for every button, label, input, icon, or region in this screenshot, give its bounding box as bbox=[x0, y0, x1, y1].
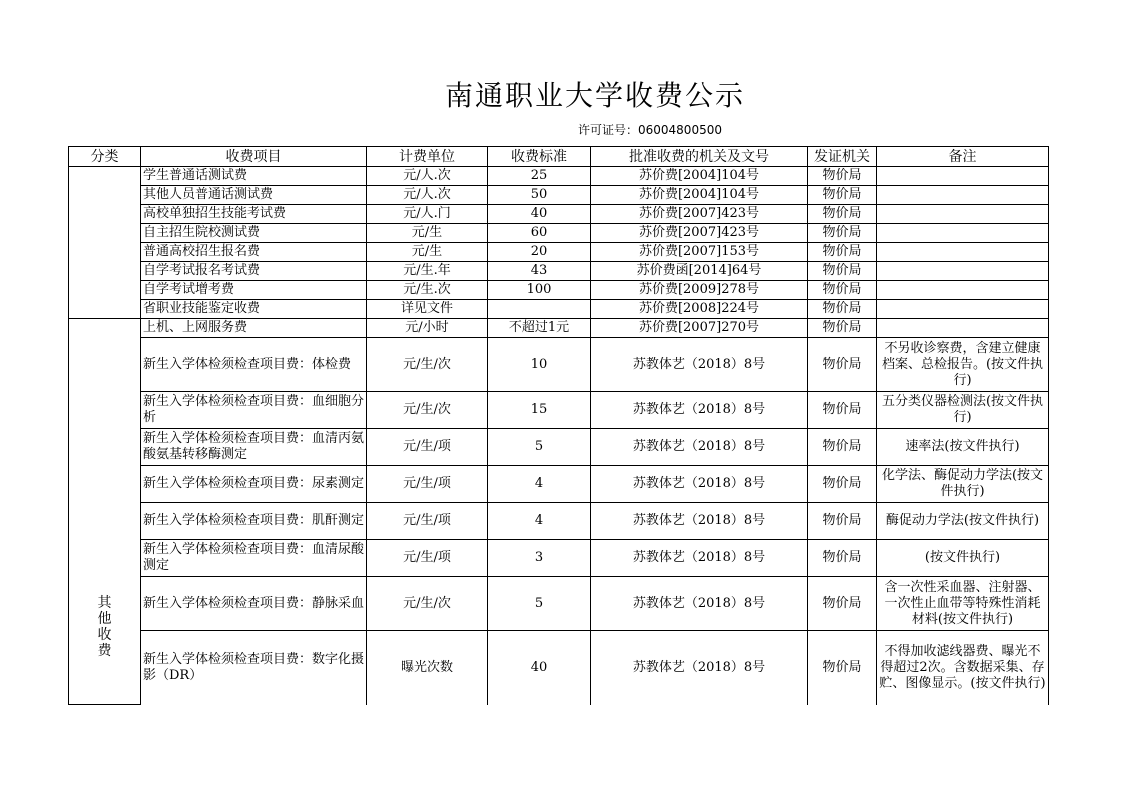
cell-approval: 苏教体艺（2018）8号 bbox=[591, 540, 808, 577]
cell-approval: 苏教体艺（2018）8号 bbox=[591, 338, 808, 392]
cell-approval: 苏价费[2004]104号 bbox=[591, 186, 808, 205]
cell-standard: 10 bbox=[488, 338, 591, 392]
cell-issuer: 物价局 bbox=[808, 224, 877, 243]
cell-issuer: 物价局 bbox=[808, 429, 877, 466]
cell-remark: 化学法、酶促动力学法(按文件执行) bbox=[877, 466, 1049, 503]
table-row bbox=[69, 300, 1049, 319]
cell-approval: 苏教体艺（2018）8号 bbox=[591, 631, 808, 705]
cell-approval: 苏价费[2007]270号 bbox=[591, 319, 808, 338]
table-row bbox=[69, 262, 1049, 281]
cell-unit: 元/生/项 bbox=[367, 540, 488, 577]
cell-approval: 苏教体艺（2018）8号 bbox=[591, 429, 808, 466]
table-row bbox=[69, 577, 1049, 631]
cell-item: 新生入学体检须检查项目费：血细胞分析 bbox=[141, 392, 367, 429]
cell-issuer: 物价局 bbox=[808, 466, 877, 503]
cell-unit: 详见文件 bbox=[367, 300, 488, 319]
fee-table bbox=[68, 146, 1049, 705]
cell-issuer: 物价局 bbox=[808, 186, 877, 205]
cell-item: 其他人员普通话测试费 bbox=[141, 186, 367, 205]
cell-remark: 速率法(按文件执行) bbox=[877, 429, 1049, 466]
cell-standard: 5 bbox=[488, 577, 591, 631]
table-row bbox=[69, 631, 1049, 705]
cell-approval: 苏价费[2004]104号 bbox=[591, 167, 808, 186]
cell-unit: 元/人.次 bbox=[367, 167, 488, 186]
cell-unit: 元/生/次 bbox=[367, 338, 488, 392]
table-row bbox=[69, 186, 1049, 205]
table-row bbox=[69, 224, 1049, 243]
cell-standard: 100 bbox=[488, 281, 591, 300]
cell-unit: 元/生.次 bbox=[367, 281, 488, 300]
cell-approval: 苏价费[2007]423号 bbox=[591, 224, 808, 243]
permit-number: 许可证号：06004800500 bbox=[578, 123, 722, 137]
table-row bbox=[69, 503, 1049, 540]
cell-issuer: 物价局 bbox=[808, 503, 877, 540]
cell-unit: 元/生.年 bbox=[367, 262, 488, 281]
cell-standard: 5 bbox=[488, 429, 591, 466]
cell-approval: 苏教体艺（2018）8号 bbox=[591, 577, 808, 631]
cell-standard: 15 bbox=[488, 392, 591, 429]
header-category: 分类 bbox=[69, 147, 141, 167]
cell-issuer: 物价局 bbox=[808, 338, 877, 392]
cell-issuer: 物价局 bbox=[808, 540, 877, 577]
header-issuer: 发证机关 bbox=[808, 147, 877, 167]
cell-unit: 元/生 bbox=[367, 224, 488, 243]
table-row bbox=[69, 167, 1049, 186]
table-row bbox=[69, 540, 1049, 577]
cell-item: 自学考试报名考试费 bbox=[141, 262, 367, 281]
cell-issuer: 物价局 bbox=[808, 577, 877, 631]
table-row bbox=[69, 466, 1049, 503]
cell-unit: 元/生/次 bbox=[367, 577, 488, 631]
cell-standard: 20 bbox=[488, 243, 591, 262]
page-title: 南通职业大学收费公示 bbox=[444, 79, 745, 112]
cell-remark: 酶促动力学法(按文件执行) bbox=[877, 503, 1049, 540]
cell-unit: 元/生/项 bbox=[367, 466, 488, 503]
cell-item: 自主招生院校测试费 bbox=[141, 224, 367, 243]
cell-approval: 苏教体艺（2018）8号 bbox=[591, 466, 808, 503]
cell-approval: 苏价费[2008]224号 bbox=[591, 300, 808, 319]
cell-standard: 4 bbox=[488, 503, 591, 540]
category-cell-blank bbox=[69, 167, 141, 319]
table-row bbox=[69, 338, 1049, 392]
cell-standard: 43 bbox=[488, 262, 591, 281]
cell-standard bbox=[488, 300, 591, 319]
cell-approval: 苏价费[2007]423号 bbox=[591, 205, 808, 224]
cell-remark bbox=[877, 167, 1049, 186]
cell-issuer: 物价局 bbox=[808, 262, 877, 281]
cell-item: 学生普通话测试费 bbox=[141, 167, 367, 186]
cell-remark: 含一次性采血器、注射器、一次性止血带等特殊性消耗材料(按文件执行) bbox=[877, 577, 1049, 631]
cell-remark bbox=[877, 319, 1049, 338]
header-remark: 备注 bbox=[877, 147, 1049, 167]
cell-approval: 苏价费[2009]278号 bbox=[591, 281, 808, 300]
cell-issuer: 物价局 bbox=[808, 167, 877, 186]
cell-unit: 元/人.门 bbox=[367, 205, 488, 224]
cell-standard: 25 bbox=[488, 167, 591, 186]
cell-standard: 60 bbox=[488, 224, 591, 243]
table-row bbox=[69, 205, 1049, 224]
cell-remark: 不另收诊察费，含建立健康档案、总检报告。(按文件执行) bbox=[877, 338, 1049, 392]
cell-item: 自学考试增考费 bbox=[141, 281, 367, 300]
cell-item: 高校单独招生技能考试费 bbox=[141, 205, 367, 224]
cell-unit: 元/小时 bbox=[367, 319, 488, 338]
cell-item: 新生入学体检须检查项目费：数字化摄影（DR） bbox=[141, 631, 367, 705]
header-approval: 批准收费的机关及文号 bbox=[591, 147, 808, 167]
table-row bbox=[69, 243, 1049, 262]
header-row bbox=[69, 147, 1049, 167]
category-cell-other bbox=[69, 319, 141, 705]
cell-approval: 苏价费函[2014]64号 bbox=[591, 262, 808, 281]
cell-item: 普通高校招生报名费 bbox=[141, 243, 367, 262]
cell-remark: 不得加收滤线器费、曝光不得超过2次。含数据采集、存贮、图像显示。(按文件执行) bbox=[877, 631, 1049, 705]
cell-issuer: 物价局 bbox=[808, 243, 877, 262]
cell-issuer: 物价局 bbox=[808, 319, 877, 338]
cell-standard: 40 bbox=[488, 205, 591, 224]
cell-item: 新生入学体检须检查项目费：肌酐测定 bbox=[141, 503, 367, 540]
cell-item: 新生入学体检须检查项目费：血清尿酸测定 bbox=[141, 540, 367, 577]
cell-remark bbox=[877, 205, 1049, 224]
cell-issuer: 物价局 bbox=[808, 392, 877, 429]
header-standard: 收费标准 bbox=[488, 147, 591, 167]
table-row bbox=[69, 429, 1049, 466]
table-row bbox=[69, 281, 1049, 300]
cell-item: 新生入学体检须检查项目费：尿素测定 bbox=[141, 466, 367, 503]
cell-standard: 不超过1元 bbox=[488, 319, 591, 338]
cell-item: 新生入学体检须检查项目费：静脉采血 bbox=[141, 577, 367, 631]
cell-issuer: 物价局 bbox=[808, 281, 877, 300]
cell-remark bbox=[877, 224, 1049, 243]
category-label: 其他收费 bbox=[97, 594, 112, 659]
cell-remark bbox=[877, 300, 1049, 319]
cell-item: 省职业技能鉴定收费 bbox=[141, 300, 367, 319]
cell-standard: 3 bbox=[488, 540, 591, 577]
cell-item: 新生入学体检须检查项目费：体检费 bbox=[141, 338, 367, 392]
cell-approval: 苏教体艺（2018）8号 bbox=[591, 503, 808, 540]
cell-remark: (按文件执行) bbox=[877, 540, 1049, 577]
cell-unit: 元/生 bbox=[367, 243, 488, 262]
cell-issuer: 物价局 bbox=[808, 631, 877, 705]
table-row bbox=[69, 392, 1049, 429]
cell-remark bbox=[877, 243, 1049, 262]
cell-remark bbox=[877, 186, 1049, 205]
cell-remark bbox=[877, 262, 1049, 281]
cell-issuer: 物价局 bbox=[808, 205, 877, 224]
cell-unit: 元/生/次 bbox=[367, 392, 488, 429]
cell-unit: 元/生/项 bbox=[367, 429, 488, 466]
cell-remark: 五分类仪器检测法(按文件执行) bbox=[877, 392, 1049, 429]
cell-item: 上机、上网服务费 bbox=[141, 319, 367, 338]
cell-item: 新生入学体检须检查项目费：血清丙氨酸氨基转移酶测定 bbox=[141, 429, 367, 466]
cell-unit: 曝光次数 bbox=[367, 631, 488, 705]
cell-standard: 4 bbox=[488, 466, 591, 503]
header-unit: 计费单位 bbox=[367, 147, 488, 167]
cell-remark bbox=[877, 281, 1049, 300]
cell-unit: 元/人.次 bbox=[367, 186, 488, 205]
cell-unit: 元/生/项 bbox=[367, 503, 488, 540]
cell-approval: 苏价费[2007]153号 bbox=[591, 243, 808, 262]
cell-approval: 苏教体艺（2018）8号 bbox=[591, 392, 808, 429]
header-item: 收费项目 bbox=[141, 147, 367, 167]
cell-issuer: 物价局 bbox=[808, 300, 877, 319]
cell-standard: 40 bbox=[488, 631, 591, 705]
cell-standard: 50 bbox=[488, 186, 591, 205]
table-row bbox=[69, 319, 1049, 338]
